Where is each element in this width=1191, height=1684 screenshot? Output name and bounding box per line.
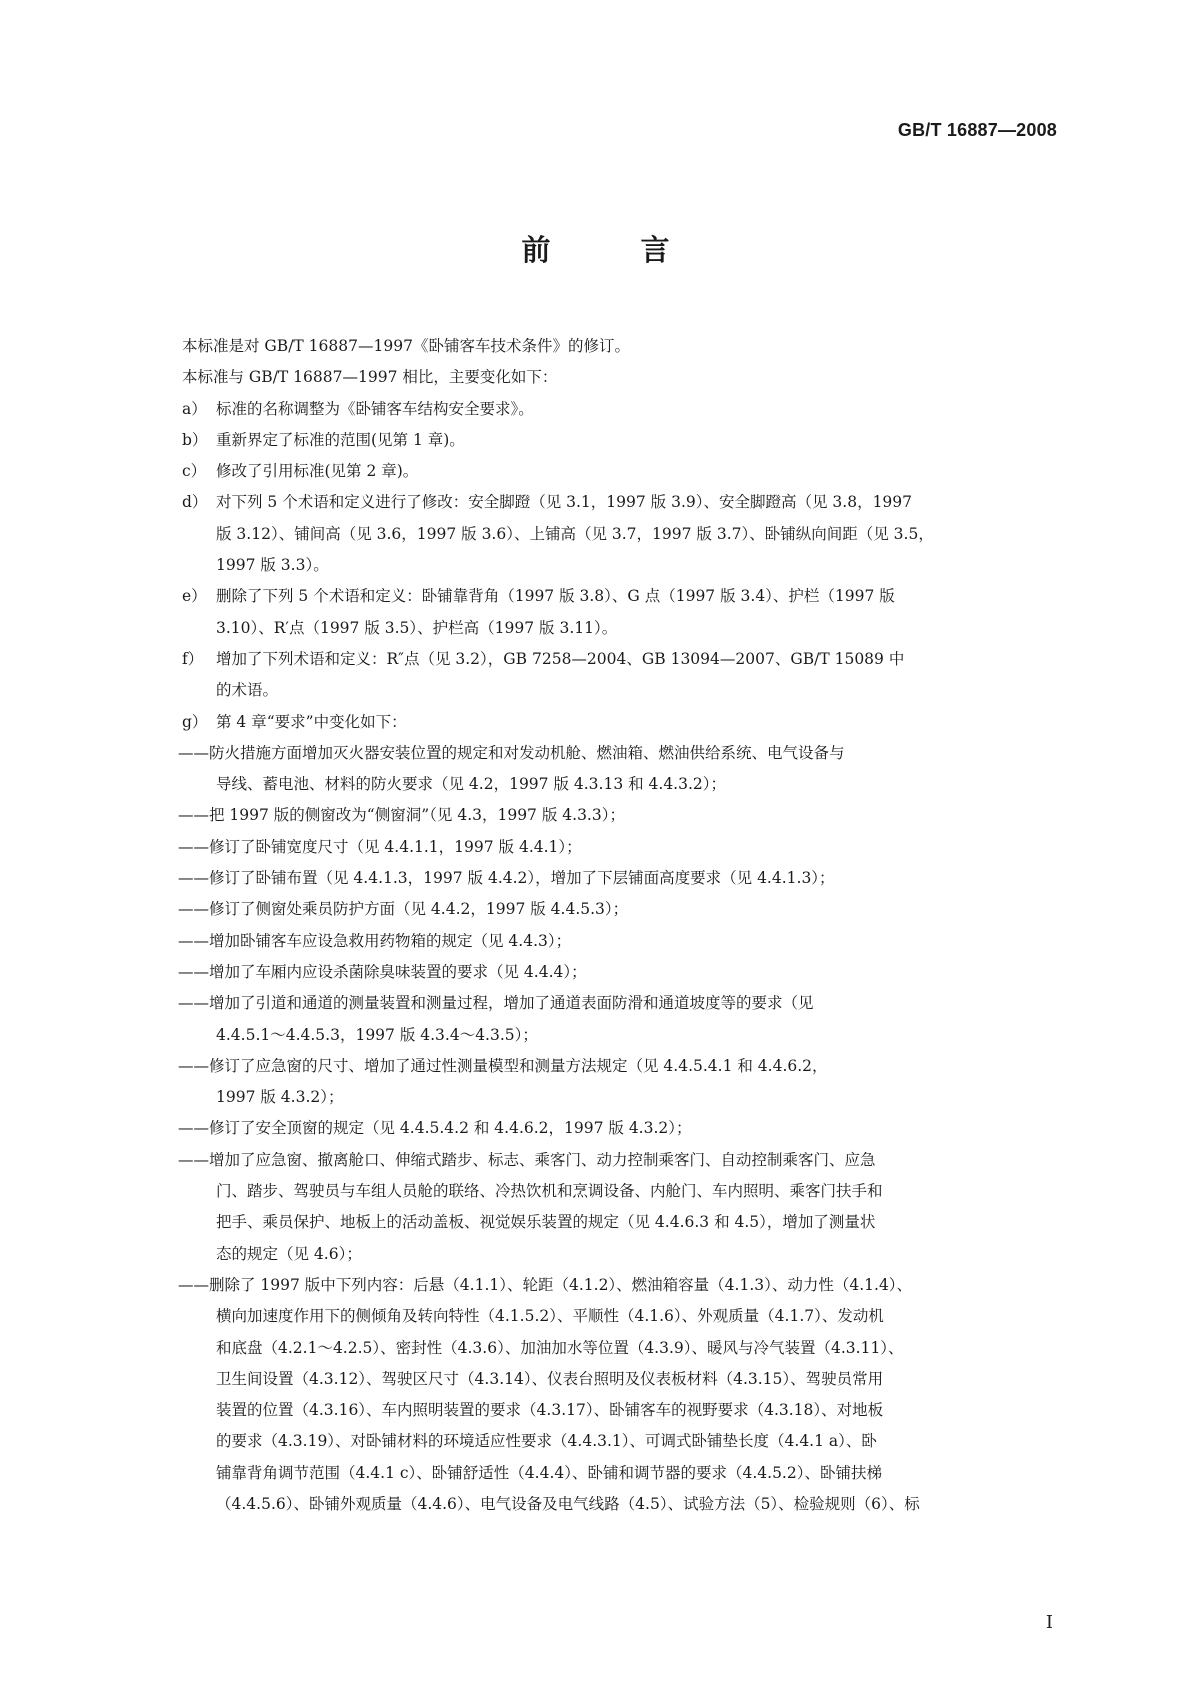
dash-item: ——把 1997 版的侧窗改为“侧窗洞”（见 4.3，1997 版 4.3.3）； <box>178 806 625 825</box>
dash-item-continued: 卫生间设置（4.3.12）、驾驶区尺寸（4.3.14）、仪表台照明及仪表板材料（4.3.15）、驾驶员常用 <box>216 1369 884 1388</box>
dash-item: ——修订了侧窗处乘员防护方面（见 4.4.2，1997 版 4.4.5.3）； <box>178 900 629 919</box>
dash-item: ——删除了 1997 版中下列内容：后悬（4.1.1）、轮距（4.1.2）、燃油箱容量（4.1.3）、动力性（4.1.4）、 <box>178 1275 913 1294</box>
item-text-continued: 版 3.12）、铺间高（见 3.6，1997 版 3.6）、上铺高（见 3.7，1997 版 3.7）、卧铺纵向间距（见 3.5， <box>216 524 934 543</box>
list-item <box>182 425 1062 456</box>
dash-item-continued: 1997 版 4.3.2）； <box>216 1088 344 1107</box>
list-item <box>182 487 1062 518</box>
item-text: 标准的名称调整为《卧铺客车结构安全要求》。 <box>216 399 534 418</box>
standard-code: GB/T 16887—2008 <box>897 120 1057 140</box>
page-number: I <box>1045 1612 1053 1633</box>
item-text: 对下列 5 个术语和定义进行了修改：安全脚蹬（见 3.1，1997 版 3.9）、安全脚蹬高（见 3.8，1997 <box>216 493 913 512</box>
item-text: 删除了下列 5 个术语和定义：卧铺靠背角（1997 版 3.8）、G 点（1997 版 3.4）、护栏（1997 版 <box>216 587 895 606</box>
dash-item-continued: 和底盘（4.2.1～4.2.5）、密封性（4.3.6）、加油加水等位置（4.3.9）、暖风与冷气装置（4.3.11）、 <box>216 1338 904 1357</box>
item-text: 修改了引用标准(见第 2 章)。 <box>216 462 419 481</box>
list-item <box>182 581 1062 612</box>
dash-item-continued: 把手、乘员保护、地板上的活动盖板、视觉娱乐装置的规定（见 4.4.6.3 和 4.5），增加了测量状 <box>216 1213 876 1232</box>
item-label: g） <box>182 712 208 731</box>
dash-item-continued: 的要求（4.3.19）、对卧铺材料的环境适应性要求（4.4.3.1）、可调式卧铺垫长度（4.4.1 a）、卧 <box>216 1432 877 1451</box>
dash-item: ——增加了引道和通道的测量装置和测量过程，增加了通道表面防滑和通道坡度等的要求（见 <box>178 994 814 1013</box>
list-item <box>182 644 1062 675</box>
dash-item: ——修订了安全顶窗的规定（见 4.4.5.4.2 和 4.4.6.2，1997 版 4.3.2）； <box>178 1119 692 1138</box>
item-label: f） <box>182 649 204 668</box>
item-label: c） <box>182 462 207 481</box>
dash-item: ——修订了卧铺布置（见 4.4.1.3，1997 版 4.4.2），增加了下层铺面高度要求（见 4.4.1.3）； <box>178 869 835 888</box>
list-item <box>182 456 1062 487</box>
item-text-continued: 的术语。 <box>216 681 279 700</box>
dash-item: ——增加了车厢内应设杀菌除臭味装置的要求（见 4.4.4）； <box>178 962 587 981</box>
dash-item: ——修订了应急窗的尺寸、增加了通过性测量模型和测量方法规定（见 4.4.5.4.1 和 4.4.6.2， <box>178 1056 828 1075</box>
item-label: a） <box>182 399 207 418</box>
dash-item: ——增加了应急窗、撤离舱口、伸缩式踏步、标志、乘客门、动力控制乘客门、自动控制乘客门、应急 <box>178 1150 876 1169</box>
item-text-continued: 1997 版 3.3）。 <box>216 556 329 575</box>
dash-item-continued: 导线、蓄电池、材料的防火要求（见 4.2，1997 版 4.3.13 和 4.4.3.2）； <box>216 775 727 794</box>
dash-item-continued: 铺靠背角调节范围（4.4.1 c）、卧铺舒适性（4.4.4）、卧铺和调节器的要求（4.4.5.2）、卧铺扶梯 <box>216 1463 882 1482</box>
dash-item-continued: 门、踏步、驾驶员与车组人员舱的联络、冷热饮机和烹调设备、内舱门、车内照明、乘客门扶手和 <box>216 1182 883 1201</box>
dash-item: ——修订了卧铺宽度尺寸（见 4.4.1.1，1997 版 4.4.1）； <box>178 837 582 856</box>
dash-item: ——防火措施方面增加灭火器安装位置的规定和对发动机舱、燃油箱、燃油供给系统、电气设备与 <box>178 743 845 762</box>
item-text: 第 4 章“要求”中变化如下： <box>216 712 407 731</box>
item-text: 重新界定了标准的范围(见第 1 章)。 <box>216 430 465 449</box>
page-title: 前 言 <box>521 233 710 267</box>
dash-item-continued: 装置的位置（4.3.16）、车内照明装置的要求（4.3.17）、卧铺客车的视野要求（4.3.18）、对地板 <box>216 1401 884 1420</box>
item-text: 增加了下列术语和定义：R″点（见 3.2），GB 7258—2004、GB 13094—2007、GB/T 15089 中 <box>216 649 905 668</box>
intro-line: 本标准是对 GB/T 16887—1997《卧铺客车技术条件》的修订。 <box>182 337 630 355</box>
item-label: b） <box>182 430 208 449</box>
list-item <box>182 707 1062 738</box>
dash-item-continued: （4.4.5.6）、卧铺外观质量（4.4.6）、电气设备及电气线路（4.5）、试验方法（5）、检验规则（6）、标 <box>216 1494 920 1513</box>
intro-line: 本标准与 GB/T 16887—1997 相比，主要变化如下： <box>182 368 558 387</box>
item-text-continued: 3.10）、R′点（1997 版 3.5）、护栏高（1997 版 3.11）。 <box>216 618 618 637</box>
dash-item: ——增加卧铺客车应设急救用药物箱的规定（见 4.4.3）； <box>178 931 572 950</box>
item-label: e） <box>182 587 207 606</box>
dash-item-continued: 4.4.5.1～4.4.5.3，1997 版 4.3.4～4.3.5）； <box>216 1025 538 1044</box>
item-label: d） <box>182 493 208 512</box>
list-item <box>182 394 1062 425</box>
dash-item-continued: 态的规定（见 4.6）； <box>216 1244 362 1263</box>
document-body <box>178 331 1062 1520</box>
dash-item-continued: 横向加速度作用下的侧倾角及转向特性（4.1.5.2）、平顺性（4.1.6）、外观质量（4.1.7）、发动机 <box>216 1307 884 1326</box>
